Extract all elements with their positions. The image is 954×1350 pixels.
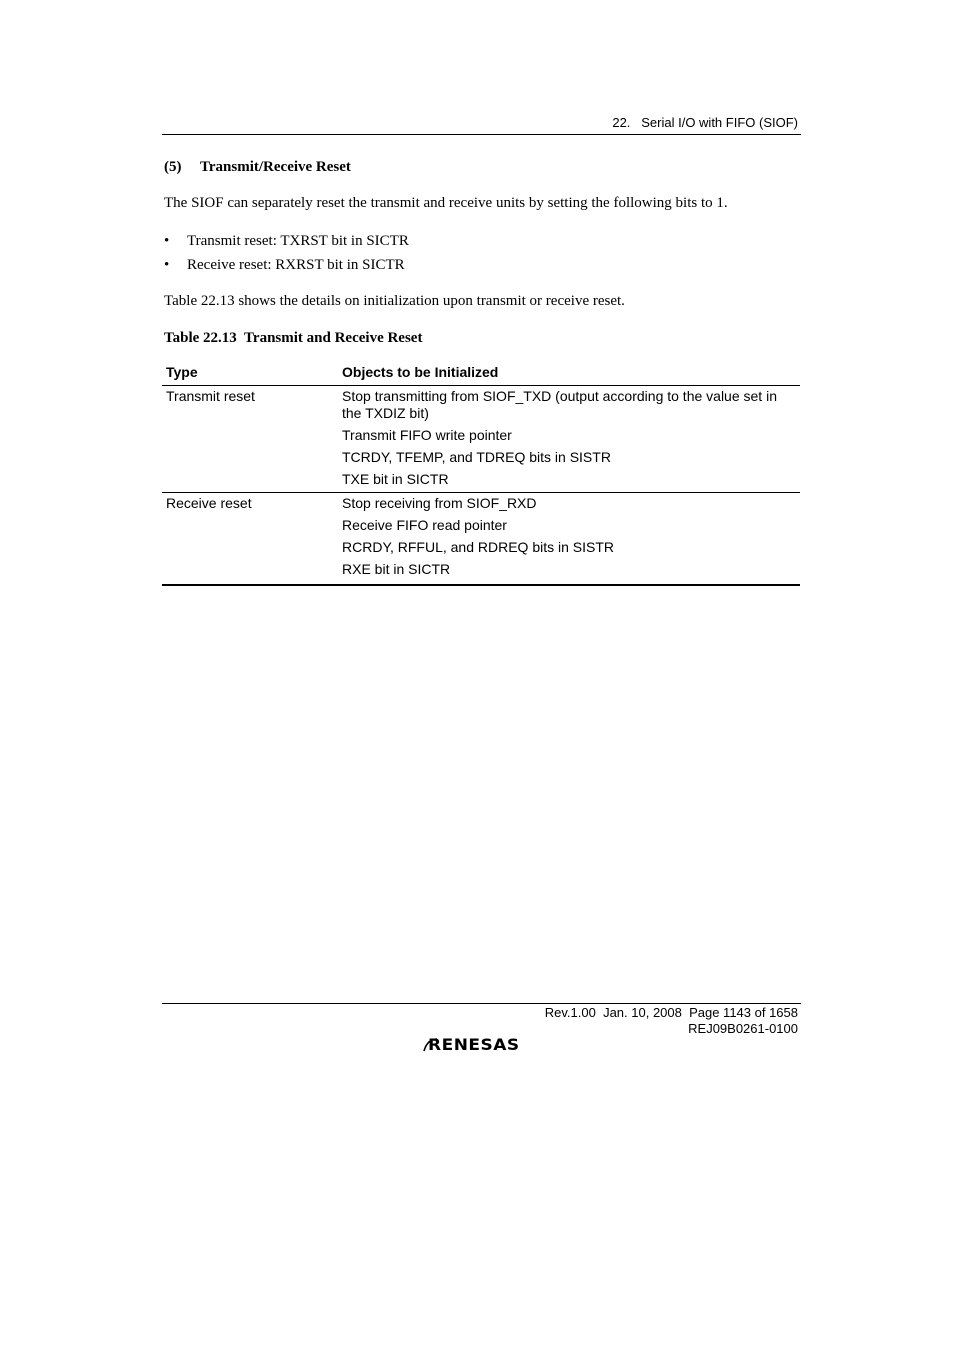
bullet-icon: • xyxy=(164,257,170,273)
section-heading xyxy=(164,159,351,176)
object-item: TXE bit in SICTR xyxy=(342,471,449,487)
object-item: Stop transmitting from SIOF_TXD (output according to the value set in the TXDIZ bit) xyxy=(342,388,777,421)
table-caption: Table 22.13 Transmit and Receive Reset xyxy=(164,330,423,346)
column-header-objects: Objects to be Initialized xyxy=(338,362,800,386)
revision-text: Rev.1.00 Jan. 10, 2008 Page 1143 of 1658 xyxy=(544,1005,798,1020)
object-item: Transmit FIFO write pointer xyxy=(342,427,512,443)
column-header-type: Type xyxy=(162,362,338,386)
object-item: Receive FIFO read pointer xyxy=(342,517,507,533)
type-cell: Receive reset xyxy=(162,493,338,586)
renesas-logo-icon xyxy=(422,1034,542,1056)
bullet-list xyxy=(164,231,409,279)
list-item xyxy=(164,255,409,279)
footer-rule xyxy=(162,1003,801,1004)
table-header-row xyxy=(162,362,800,386)
table-row xyxy=(162,386,800,493)
header-rule xyxy=(162,134,801,135)
table-row xyxy=(162,493,800,586)
object-item: Stop receiving from SIOF_RXD xyxy=(342,495,537,511)
bullet-text: Receive reset: RXRST bit in SICTR xyxy=(187,257,405,273)
objects-cell xyxy=(338,493,800,586)
objects-cell xyxy=(338,386,800,493)
document-code: REJ09B0261-0100 xyxy=(688,1021,798,1036)
svg-text:RENESAS: RENESAS xyxy=(428,1035,520,1055)
bullet-icon: • xyxy=(164,233,170,249)
running-header: 22. Serial I/O with FIFO (SIOF) xyxy=(612,115,798,130)
renesas-logo xyxy=(422,1034,542,1061)
section-number: (5) xyxy=(164,159,182,175)
table-reference-paragraph: Table 22.13 shows the details on initialization upon transmit or receive reset. xyxy=(164,293,625,309)
object-item: TCRDY, TFEMP, and TDREQ bits in SISTR xyxy=(342,449,611,465)
object-item: RCRDY, RFFUL, and RDREQ bits in SISTR xyxy=(342,539,615,555)
reset-table xyxy=(162,362,800,586)
intro-paragraph: The SIOF can separately reset the transmit and receive units by setting the following bits to 1. xyxy=(164,195,728,211)
type-cell: Transmit reset xyxy=(162,386,338,493)
bullet-text: Transmit reset: TXRST bit in SICTR xyxy=(187,233,409,249)
list-item xyxy=(164,231,409,255)
object-item: RXE bit in SICTR xyxy=(342,561,451,577)
section-title: Transmit/Receive Reset xyxy=(200,159,351,175)
footer-info xyxy=(545,1005,798,1037)
